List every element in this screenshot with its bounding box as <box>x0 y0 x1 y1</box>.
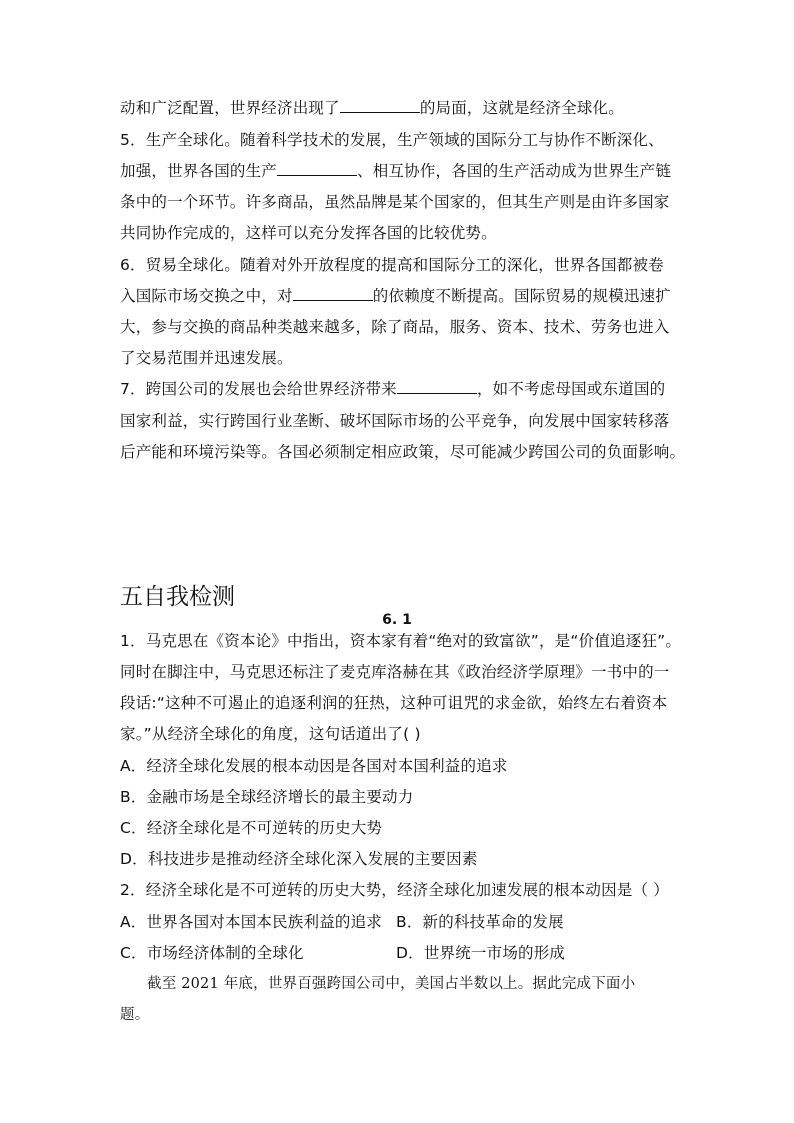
text-line: 共同协作完成的，这样可以充分发挥各国的比较优势。 <box>120 224 497 242</box>
question-2-option-c[interactable]: C．市场经济体制的全球化 <box>120 944 304 962</box>
question-2-option-d[interactable]: D．世界统一市场的形成 <box>396 944 566 962</box>
text-line: 7．跨国公司的发展也会给世界经济带来 ，如不考虑母国或东道国的 <box>120 380 666 398</box>
text-line: 国家利益，实行跨国行业垄断、破坏国际市场的公平竞争，向发展中国家转移落 <box>120 412 670 430</box>
question-1-option-c[interactable]: C．经济全球化是不可逆转的历史大势 <box>120 819 383 837</box>
fill-blank[interactable] <box>397 379 477 394</box>
question-2-option-a[interactable]: A．世界各国对本国本民族利益的追求 <box>120 913 383 931</box>
text-line: 了交易范围并迅速发展。 <box>120 349 293 367</box>
passage-line: 截至 2021 年底，世界百强跨国公司中，美国占半数以上。据此完成下面小 <box>147 976 636 992</box>
question-1-option-a[interactable]: A．经济全球化发展的根本动因是各国对本国利益的追求 <box>120 757 508 775</box>
question-1-line: 1．马克思在《资本论》中指出，资本家有着“绝对的致富欲”，是“价值追逐狂”。 <box>120 632 682 650</box>
text-line: 大，参与交换的商品种类越来越多，除了商品，服务、资本、技术、劳务也进入 <box>120 318 670 336</box>
text-line: 动和广泛配置，世界经济出现了 的局面，这就是经济全球化。 <box>120 99 624 117</box>
text-line: 加强，世界各国的生产 、相互协作，各国的生产活动成为世界生产链 <box>120 162 672 180</box>
section-subheading: 6. 1 <box>382 612 412 628</box>
passage-line: 题。 <box>120 1007 150 1023</box>
question-1-option-d[interactable]: D．科技进步是推动经济全球化深入发展的主要因素 <box>120 850 478 868</box>
question-2-stem: 2．经济全球化是不可逆转的历史大势，经济全球化加速发展的根本动因是（ ） <box>120 881 669 899</box>
question-1-line: 段话:“这种不可遏止的追逐利润的狂热，这种可诅咒的求金欲，始终左右着资本 <box>120 694 668 712</box>
text-line: 6．贸易全球化。随着对外开放程度的提高和国际分工的深化，世界各国都被卷 <box>120 256 664 274</box>
question-1-option-b[interactable]: B．金融市场是全球经济增长的最主要动力 <box>120 788 414 806</box>
question-1-line: 家。”从经济全球化的角度，这句话道出了( ) <box>120 725 421 743</box>
text-line: 入国际市场交换之中，对 的依赖度不断提高。国际贸易的规模迅速扩 <box>120 287 672 305</box>
text-line: 后产能和环境污染等。各国必须制定相应政策，尽可能减少跨国公司的负面影响。 <box>120 443 686 461</box>
text-line: 5．生产全球化。随着科学技术的发展，生产领域的国际分工与协作不断深化、 <box>120 131 664 149</box>
fill-blank[interactable] <box>340 98 420 113</box>
fill-blank[interactable] <box>293 286 373 301</box>
question-1-line: 同时在脚注中，马克思还标注了麦克库洛赫在其《政治经济学原理》一书中的一 <box>120 663 670 681</box>
question-2-option-b[interactable]: B．新的科技革命的发展 <box>396 913 564 931</box>
text-line: 条中的一个环节。许多商品，虽然品牌是某个国家的，但其生产则是由许多国家 <box>120 193 670 211</box>
section-heading: 五自我检测 <box>120 584 235 610</box>
fill-blank[interactable] <box>277 161 357 176</box>
